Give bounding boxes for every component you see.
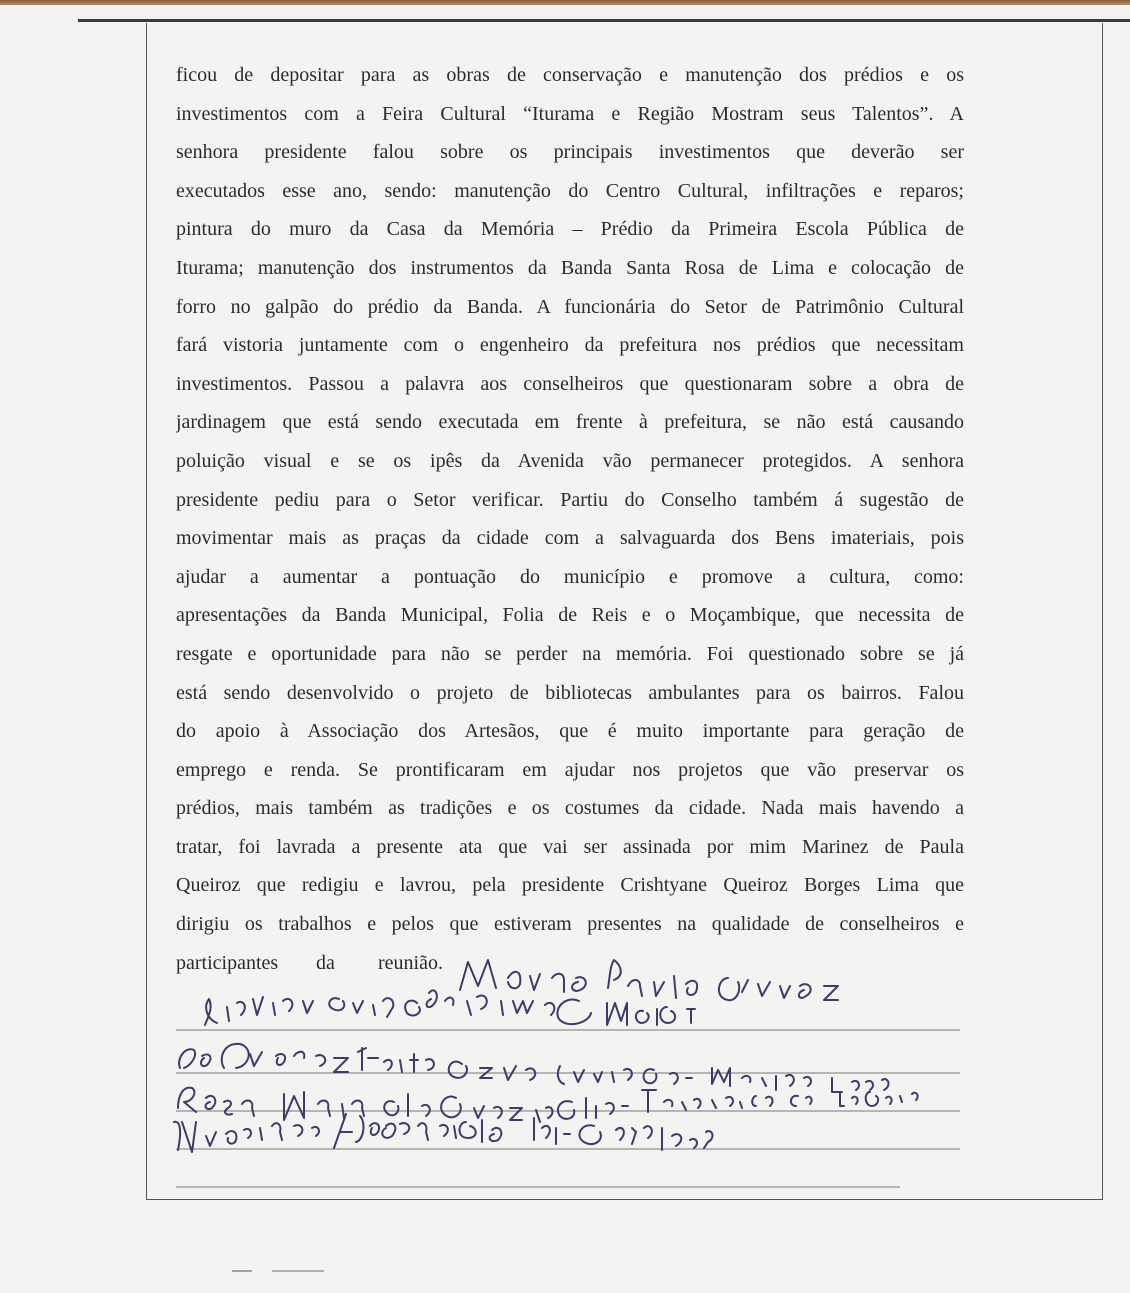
text-line: do apoio à Associação dos Artesãos, que é muito importante para geração de	[176, 720, 964, 743]
text-line: Iturama; manutenção dos instrumentos da Banda Santa Rosa de Lima e colocação de	[176, 256, 964, 279]
text-line: ajudar a aumentar a pontuação do município e promove a cultura, como:	[176, 565, 964, 588]
closing-word: participantes	[176, 951, 279, 974]
text-line: executados esse ano, sendo: manutenção do Centro Cultural, infiltrações e reparos;	[176, 179, 964, 202]
text-line: pintura do muro da Casa da Memória – Prédio da Primeira Escola Pública de	[176, 218, 964, 241]
text-line: forro no galpão do prédio da Banda. A funcionária do Setor de Patrimônio Cultural	[176, 295, 964, 318]
text-line: emprego e renda. Se prontificaram em ajudar nos projetos que vão preservar os	[176, 758, 964, 781]
text-line: ficou de depositar para as obras de conservação e manutenção dos prédios e os	[176, 64, 964, 86]
text-line: apresentações da Banda Municipal, Folia de Reis e o Moçambique, que necessita de	[176, 604, 964, 627]
text-line: dirigiu os trabalhos e pelos que estiveram presentes na qualidade de conselheiros e	[176, 913, 964, 936]
text-line: investimentos com a Feira Cultural “Iturama e Região Mostram seus Talentos”. A	[176, 102, 964, 125]
text-line: resgate e oportunidade para não se perder na memória. Foi questionado sobre se já	[176, 642, 964, 665]
text-line: presidente pediu para o Setor verificar. Partiu do Conselho também á sugestão de	[176, 488, 964, 511]
closing-word: reunião.	[378, 951, 443, 974]
text-line: Queiroz que redigiu e lavrou, pela presidente Crishtyane Queiroz Borges Lima que	[176, 874, 964, 897]
text-line: prédios, mais também as tradições e os costumes da cidade. Nada mais havendo a	[176, 797, 964, 820]
text-line: fará vistoria juntamente com o engenheiro da prefeitura nos prédios que necessitam	[176, 334, 964, 357]
text-line: tratar, foi lavrada a presente ata que vai ser assinada por mim Marinez de Paula	[176, 835, 964, 858]
text-line: senhora presidente falou sobre os principais investimentos que deverão ser	[176, 141, 964, 164]
closing-word: da	[316, 951, 335, 974]
scan-smudge	[232, 1268, 332, 1274]
text-line: jardinagem que está sendo executada em frente à prefeitura, se não está causando	[176, 411, 964, 434]
text-line: investimentos. Passou a palavra aos conselheiros que questionaram sobre a obra de	[176, 372, 964, 395]
text-line: movimentar mais as praças da cidade com a salvaguarda dos Bens imateriais, pois	[176, 527, 964, 550]
text-line: está sendo desenvolvido o projeto de bibliotecas ambulantes para os bairros. Falou	[176, 681, 964, 704]
text-line: poluição visual e se os ipês da Avenida vão permanecer protegidos. A senhora	[176, 449, 964, 472]
